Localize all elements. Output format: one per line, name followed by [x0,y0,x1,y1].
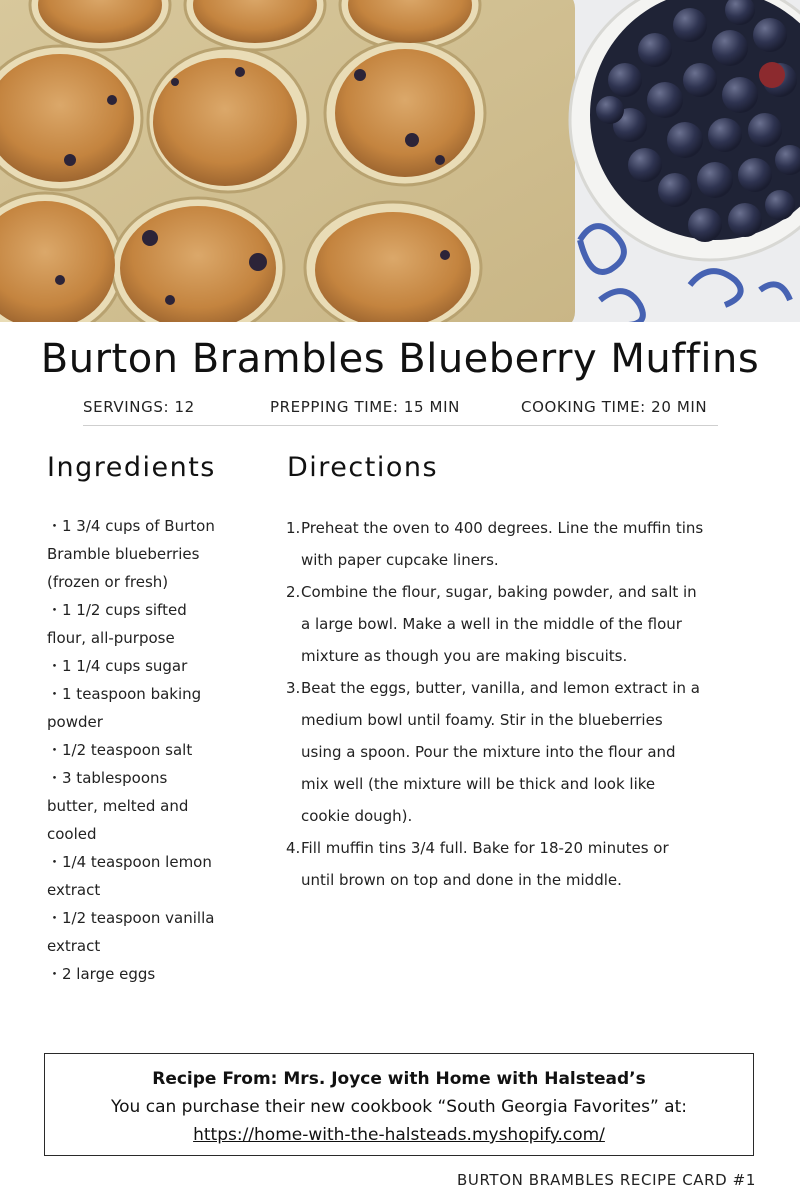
divider [83,425,718,426]
cookbook-link[interactable]: https://home-with-the-halsteads.myshopify.com/ [193,1125,605,1145]
muffins-and-blueberries-image [0,0,800,322]
step-text: Combine the flour, sugar, baking powder, and salt in a large bowl. Make a well in the middle of the flour mixture as though you are making biscuits. [301,583,697,665]
directions-heading: Directions [287,452,439,483]
prep-time-label: PREPPING TIME: 15 MIN [270,398,460,416]
credit-purchase-text: You can purchase their new cookbook “South Georgia Favorites” at: [111,1097,687,1117]
step-number: 4. [286,839,301,857]
ingredient-item: ・1/2 teaspoon vanilla extract [47,909,215,955]
step-number: 2. [286,583,301,601]
direction-step [286,576,706,672]
recipe-title: Burton Brambles Blueberry Muffins [40,336,760,382]
ingredient-item: ・1/4 teaspoon lemon extract [47,853,212,899]
ingredient-item: ・2 large eggs [47,965,156,983]
direction-step [286,832,706,896]
step-text: Preheat the oven to 400 degrees. Line the muffin tins with paper cupcake liners. [301,519,704,569]
ingredient-item: ・1 1/2 cups sifted flour, all-purpose [47,601,187,647]
servings-label: SERVINGS: 12 [83,398,195,416]
direction-step [286,512,706,576]
footer-card-label: BURTON BRAMBLES RECIPE CARD #1 [457,1171,756,1189]
ingredient-item: ・1 teaspoon baking powder [47,685,202,731]
step-text: Fill muffin tins 3/4 full. Bake for 18-20 minutes or until brown on top and done in the middle. [301,839,669,889]
directions-list [286,512,706,896]
ingredients-list [47,512,217,988]
ingredient-item: ・1 3/4 cups of Burton Bramble blueberries (frozen or fresh) [47,517,215,591]
ingredients-heading: Ingredients [47,452,216,483]
step-number: 1. [286,519,301,537]
recipe-credit-box [44,1053,754,1156]
ingredient-item: ・3 tablespoons butter, melted and cooled [47,769,189,843]
step-number: 3. [286,679,301,697]
ingredient-item: ・1/2 teaspoon salt [47,741,193,759]
direction-step [286,672,706,832]
credit-source: Recipe From: Mrs. Joyce with Home with Halstead’s [152,1069,646,1089]
cook-time-label: COOKING TIME: 20 MIN [521,398,708,416]
step-text: Beat the eggs, butter, vanilla, and lemon extract in a medium bowl until foamy. Stir in the blueberries using a spoon. Pour the mixture into the flour and mix well (the mixture will be thick and look like cookie dough). [301,679,700,825]
ingredient-item: ・1 1/4 cups sugar [47,657,188,675]
header-photo [0,0,800,322]
